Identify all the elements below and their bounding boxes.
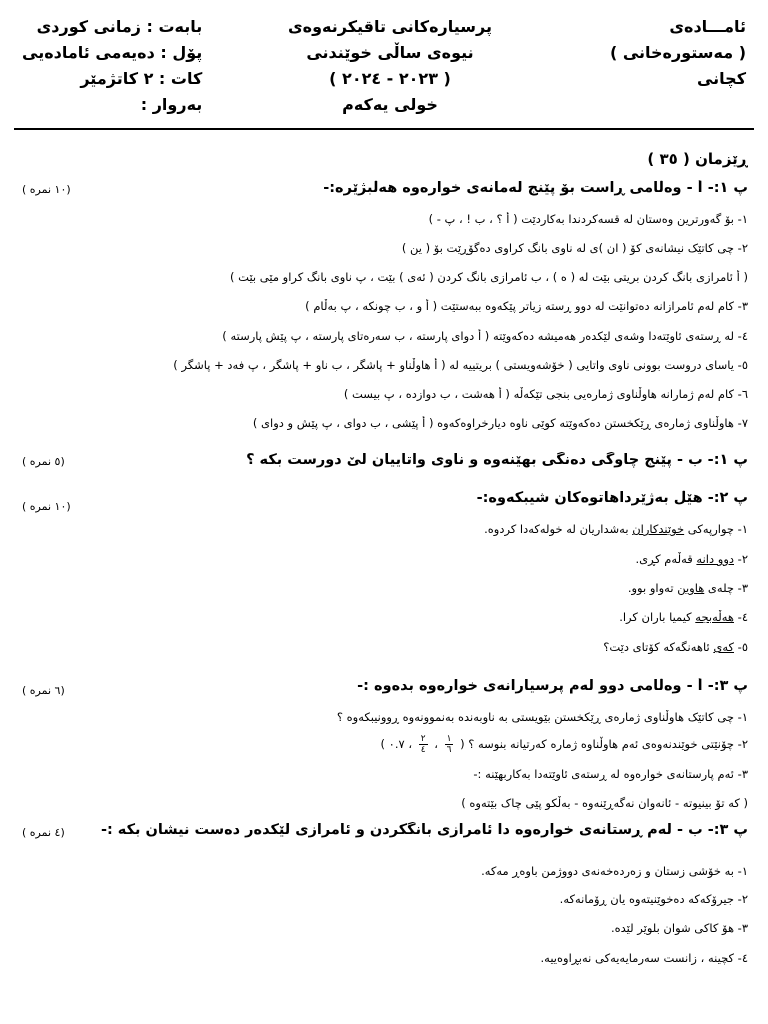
header-class: پۆل : دەیەمی ئامادەیی [22, 43, 203, 62]
q2-item-post: تەواو بوو. [627, 581, 678, 595]
q3b-item: ١- بە خۆشی زستان و زەردەخەنەی دووژمن باوەڕ مەکە. [481, 864, 748, 878]
q3b-item: ٤- کچینە ، زانست سەرمایەیەکی نەبڕاوەییە. [540, 951, 748, 965]
header-date: بەروار : [140, 95, 203, 114]
q2-item-pre: ٢- [734, 552, 748, 566]
q2-item-post: بەشداریان لە خولەکەدا کردوە. [484, 522, 633, 536]
q2-item-pre: ٤- [734, 610, 748, 624]
q1a-item: ٧- هاوڵناوی ژمارەی ڕێکخستن دەکەوێتە کوێی ناوە دیارخراوەکەوە ( أ پێشی ، ب دوای ، پ پێش و دوای ) [252, 416, 748, 430]
q3a-item-1: ١- چی کاتێک هاوڵناوی ژمارەی ڕێکخستن بێویستی بە ناوبەندە بەنموونەوە ڕوونیبکەوە ؟ [336, 710, 748, 724]
q3a-item-2-text: ٢- چۆنێتی خوێندنەوەی ئەم هاوڵناوە ژمارە کەرتیانە بنوسە ؟ ( [460, 737, 748, 751]
q2-heading: پ ٢:- هێڵ بەژێرداهاتوەکان شیبکەوە:- [476, 490, 748, 506]
q2-item [22, 610, 748, 624]
q1a-item: ١- بۆ گەورترین وەستان لە قسەکردندا بەکاردێت ( أ ؟ ، ب ! ، پ - ) [428, 212, 748, 226]
q2-item-underlined: هەڵەبجە [695, 610, 734, 624]
header-exam-round: خولی یەکەم [342, 95, 438, 114]
header-exam-term: نیوەی ساڵی خوێندنی [306, 43, 474, 62]
header-exam-title: پرسیارەکانی تاقیکرنەوەی [287, 17, 492, 36]
q2-item-pre: ٣- چلەی [704, 581, 748, 595]
q3b-heading: پ ٣:- ب - لەم ڕستانەی خوارەوە دا ئامرازی بانگکردن و ئامرازی لێکدەر دەست نیشان بکە :- [100, 822, 748, 838]
q3a-item-2 [22, 734, 748, 755]
q2-item [22, 522, 748, 536]
fraction-two-fourths: $\frac{٢}{٤}$ [420, 734, 426, 755]
q2-item-underlined: خوێندکاران [632, 522, 685, 536]
header-exam-year: ( ٢٠٢٣ - ٢٠٢٤ ) [329, 69, 451, 88]
header-school-line: ئامـــادەی [669, 17, 746, 36]
q2-item-pre: ٥- [734, 640, 748, 654]
q2-item-underlined: دوو دانە [696, 552, 734, 566]
q1a-item: ٣- کام لەم ئامرازانە دەتوانێت لە دوو ڕستە زیاتر پێکەوە ببەستێت ( أ و ، ب چونکە ، پ بەڵام ) [305, 299, 748, 313]
q2-item [22, 581, 748, 595]
q2-item-post: کیمیا باران کرا. [619, 610, 696, 624]
q1a-heading: پ ١:- أ - وەڵامی ڕاست بۆ پێنج لەمانەی خوارەوە هەڵبژێرە:- [323, 180, 748, 196]
header-exam-block [230, 14, 550, 118]
q2-item-underlined: هاوین [677, 581, 705, 595]
q1a-item: ٥- یاسای دروست بوونی ناوی واتایی ( خۆشەویستی ) بریتییە لە ( أ هاوڵناو + پاشگر ، ب ناو + پاشگر ، پ فەد + پاشگر ) [173, 358, 748, 372]
section-title: ڕێزمان ( ٣٥ ) [647, 150, 748, 168]
header-subject-block [22, 14, 202, 118]
q2-item [22, 640, 748, 654]
q3a-item-3-phrases: ( کە تۆ بینیوتە - ئانەوان نەگەڕێنەوە - بەڵکو پێی چاک بێتەوە ) [461, 796, 748, 810]
q3a-item-3: ٣- ئەم پارستانەی خوارەوە لە ڕستەی ئاوێتەدا بەکاربهێنە :- [473, 767, 748, 781]
header-divider [14, 128, 754, 130]
q1a-item: ( أ ئامرازی بانگ کردن بریتی بێت لە ( ە ) ، ب ئامرازی بانگ کردن ( ئەی ) بێت ، پ ناوی بانگ کراو مێی بێت ) [230, 270, 748, 284]
header-time: کات : ٢ کاتژمێر [80, 69, 203, 88]
q1a-item: ٦- کام لەم ژمارانە هاوڵناوی ژمارەیی بنجی تێکەڵە ( أ هەشت ، ب دوازدە ، پ بیست ) [343, 387, 748, 401]
q3a-marks: (٦ نمرە ) [22, 684, 65, 697]
q3a-item-2-tail: ، ٠.٧ ) [380, 737, 413, 751]
header-school-type: کچانی [696, 69, 746, 88]
q2-item [22, 552, 748, 566]
q3b-item: ٣- هۆ کاکی شوان بلوێر لێدە. [610, 921, 748, 935]
q1a-marks: (١٠ نمرە ) [22, 183, 71, 196]
q3b-marks: (٤ نمرە ) [22, 826, 65, 839]
fraction-one-sixth: $\frac{١}{٦}$ [446, 734, 452, 755]
q2-item-post: ئاهەنگەکە کۆتای دێت؟ [603, 640, 714, 654]
fraction-separator: ، [434, 737, 438, 751]
header-school-block [610, 14, 746, 92]
header-subject: بابەت : زمانی کوردی [36, 17, 203, 36]
q2-marks: (١٠ نمرە ) [22, 500, 71, 513]
q3b-item: ٢- جیرۆکەکە دەخوێنیتەوە یان ڕۆمانەکە. [559, 892, 748, 906]
q1a-item: ٢- چی کاتێک نیشانەی کۆ ( ان )ی لە ناوی بانگ کراوی دەگۆڕێت بۆ ( ین ) [401, 241, 748, 255]
q2-item-post: قەڵەم کڕی. [635, 552, 697, 566]
q3a-heading: پ ٣:- أ - وەڵامی دوو لەم پرسیارانەی خوارەوە بدەوە :- [357, 678, 748, 694]
q2-item-pre: ١- چوارپەکی [684, 522, 748, 536]
q1a-item: ٤- لە ڕستەی ئاوێتەدا وشەی لێکدەر هەمیشە دەکەوێتە ( أ دوای پارستە ، ب سەرەتای پارستە ، پ پێش پارستە ) [222, 329, 748, 343]
q2-item-underlined: کەی [713, 640, 734, 654]
q1b-heading: پ ١:- ب - پێنج چاوگی دەنگی بهێنەوە و ناوی واتاییان لێ دورست بکە ؟ [246, 452, 748, 468]
header-school-name: ( مەستورەخانی ) [609, 43, 746, 62]
q1b-marks: (٥ نمرە ) [22, 455, 65, 468]
